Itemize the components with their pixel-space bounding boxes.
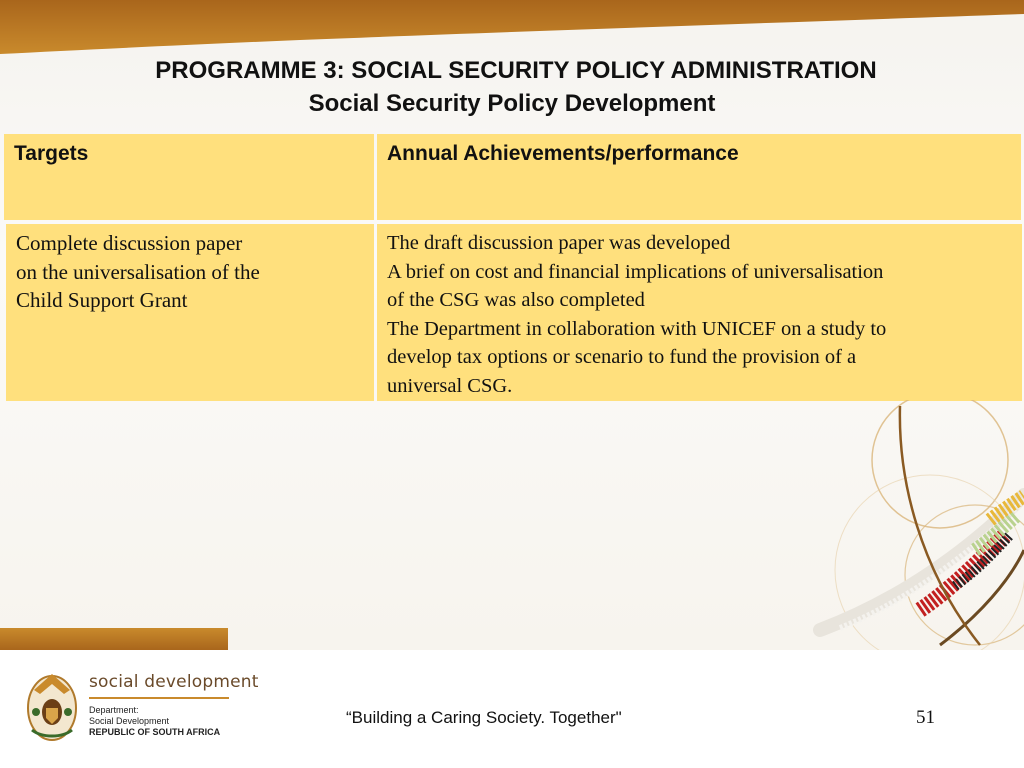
achievement-line: universal CSG.: [387, 374, 513, 397]
achievement-line: The draft discussion paper was developed: [387, 232, 731, 254]
page-number: 51: [916, 707, 935, 728]
table-cell-achievement: [377, 224, 1022, 401]
table-header-targets: Targets: [4, 134, 374, 220]
table-cell-target: [6, 224, 374, 401]
achievement-line: A brief on cost and financial implications of universalisation: [387, 260, 884, 283]
country-name: REPUBLIC OF SOUTH AFRICA: [89, 727, 221, 737]
slide-subtitle: Social Security Policy Development: [308, 90, 716, 117]
top-decorative-band: [0, 0, 1024, 60]
org-divider: [89, 697, 229, 699]
target-line: Child Support Grant: [16, 288, 188, 312]
beadwork-decoration: [780, 400, 1024, 650]
footer-decorative-band: [0, 628, 228, 650]
coat-of-arms-icon: [24, 668, 80, 744]
table-header-achievements: Annual Achievements/performance: [377, 134, 1021, 220]
org-name: social development: [89, 672, 259, 692]
achievement-line: develop tax options or scenario to fund the provision of a: [387, 346, 857, 368]
target-line: Complete discussion paper: [16, 231, 243, 255]
dept-label: Department:: [89, 705, 139, 715]
slogan: “Building a Caring Society. Together": [346, 708, 622, 727]
slide-title: PROGRAMME 3: SOCIAL SECURITY POLICY ADMINISTRATION: [155, 57, 877, 84]
achievement-line: of the CSG was also completed: [387, 289, 645, 311]
target-line: on the universalisation of the: [16, 259, 260, 284]
dept-name: Social Development: [89, 716, 170, 726]
achievement-line: The Department in collaboration with UNICEF on a study to: [387, 317, 887, 340]
